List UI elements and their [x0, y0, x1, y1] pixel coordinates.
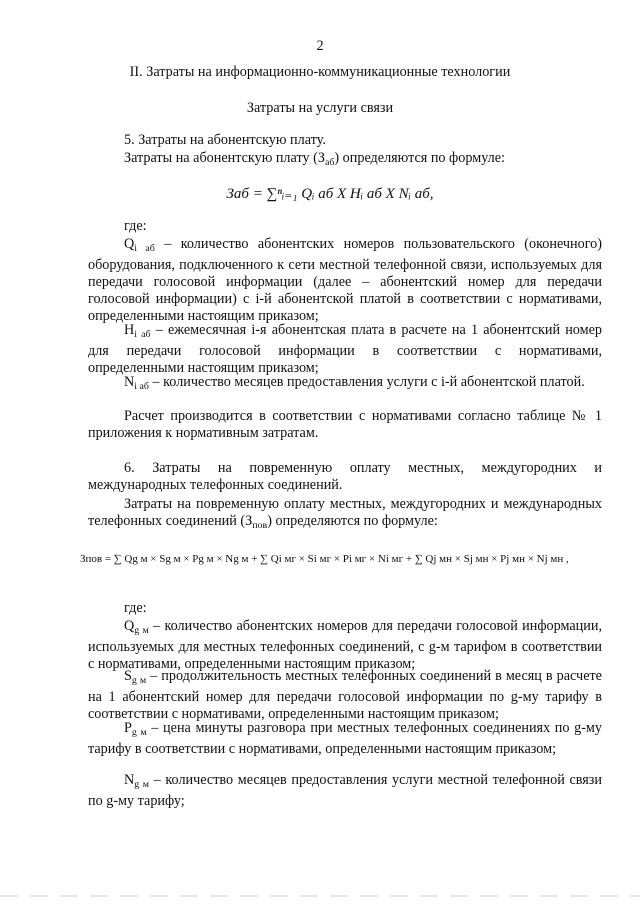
item5-def-h: $H_{i аб}$ – ежемесячная i-я абонентская плата в расчете на 1 абонентский номер для передачи голосовой информации в соответствии с нормативами, определенными настоящим приказом; [88, 322, 602, 376]
item5-formula: Заб = ∑ⁿᵢ₌₁ Qᵢ аб X Hᵢ аб X Nᵢ аб, [226, 186, 434, 202]
item6-def-q: $Q_{g м}$ – количество абонентских номеров для передачи голосовой информации, используемых для местных телефонных соединений, с g-м тарифом в соответствии с нормативами, определенными настоящим приказом; [88, 618, 602, 672]
item5-heading: 5. Затраты на абонентскую плату. [124, 132, 326, 148]
section-title: II. Затраты на информационно-коммуникационные технологии [129, 64, 511, 80]
item6-formula: Зпов = ∑ Qg м × Sg м × Pg м × Ng м + ∑ Qi мг × Si мг × Pi мг × Ni мг + ∑ Qj мн × Sj мн × Pj мн × Nj мн , [80, 553, 569, 565]
item5-calc-note: Расчет производится в соответствии с нормативами согласно таблице № 1 приложения к нормативным затратам. [88, 408, 602, 441]
scan-artifact-line [0, 895, 640, 897]
item6-where: где: [124, 600, 147, 616]
item6-intro: Затраты на повременную оплату местных, междугородних и международных телефонных соединений $(З_{пов})$ определяются по формуле: [88, 496, 602, 531]
item6-heading: 6. Затраты на повременную оплату местных, междугородних и международных телефонных соединений. [88, 460, 602, 493]
item6-def-s: $S_{g м}$ – продолжительность местных телефонных соединений в месяц в расчете на 1 абонентский номер для передачи голосовой информации по g-му тарифу в соответствии с нормативами, определенными настоящим приказом; [88, 668, 602, 722]
item5-where: где: [124, 218, 147, 234]
subsection-title: Затраты на услуги связи [246, 100, 394, 116]
item6-def-n: $N_{g м}$ – количество месяцев предоставления услуги местной телефонной связи по g-му тарифу; [88, 772, 602, 809]
item5-def-q: $Q_{i аб}$ – количество абонентских номеров пользовательского (оконечного) оборудования, подключенного к сети местной телефонной связи, используемых для передачи голосовой информации (далее – абонентский номер для передачи голосовой информации) с i-й абонентской платой в соответствии с нормативами, определенными настоящим приказом; [88, 236, 602, 324]
item6-def-p: $P_{g м}$ – цена минуты разговора при местных телефонных соединениях по g-му тарифу в соответствии с нормативами, определенными настоящим приказом; [88, 720, 602, 757]
page-number: 2 [316, 38, 324, 54]
item5-intro: Затраты на абонентскую плату $(З_{аб})$ определяются по формуле: [124, 150, 505, 168]
item5-def-n: $N_{i аб}$ – количество месяцев предоставления услуги с i-й абонентской платой. [124, 374, 585, 392]
